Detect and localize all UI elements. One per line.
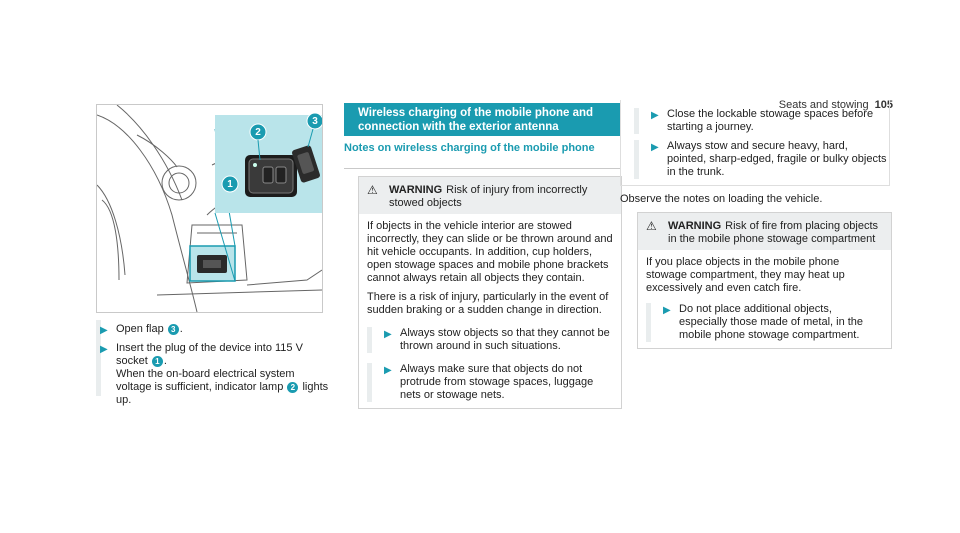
continuation-step (634, 108, 887, 134)
section-title: Seats and stowing (778, 99, 869, 111)
badge-1: 1 (152, 356, 163, 367)
step-text: Always stow and secure heavy, hard, pointed, sharp-edged, fragile or bulky objects in the trunk. (667, 140, 887, 178)
warning-continuation (620, 100, 890, 186)
warning-step (367, 363, 613, 402)
step-arrow-icon: ▶ (384, 329, 392, 340)
step-arrow-icon: ▶ (100, 325, 108, 336)
warning-box-injury (358, 176, 622, 409)
warning-title: Risk of injury from incorrectly stowed objects (389, 184, 588, 209)
figure-charging-socket (96, 104, 323, 313)
warning-label: WARNING (389, 184, 443, 196)
step-arrow-icon: ▶ (651, 110, 659, 121)
step-arrow-icon: ▶ (100, 344, 108, 355)
step-arrow-icon: ▶ (384, 365, 392, 376)
step-text: Do not place additional objects, especially those made of metal, in the mobile phone stowage compartment. (679, 303, 864, 341)
section-heading: Wireless charging of the mobile phone and connection with the exterior antenna (344, 103, 620, 136)
step-text: Always stow objects so that they cannot be thrown around in such situations. (400, 327, 610, 352)
step-text: Open flap 3 . (116, 323, 183, 335)
warning-triangle-icon: ⚠ (646, 219, 657, 233)
badge-2: 2 (287, 382, 298, 393)
step-arrow-icon: ▶ (663, 305, 671, 316)
observe-note: Observe the notes on loading the vehicle. (620, 193, 823, 205)
continuation-step (634, 140, 887, 179)
callout-2-label: 2 (255, 127, 261, 138)
callout-3-label: 3 (312, 116, 318, 127)
step-text: Insert the plug of the device into 115 V socket 1 . When the on-board electrical system voltage is sufficient, indicator lamp 2 lights up. (116, 342, 329, 406)
step-text: Always make sure that objects do not protrude from stowage spaces, luggage nets or stowage nets. (400, 363, 594, 401)
subheading-rule (344, 168, 620, 169)
step-open-flap (100, 323, 325, 337)
warning-step (367, 327, 613, 353)
warning-header (359, 177, 621, 214)
callout-1 (222, 176, 238, 192)
warning-paragraph: If you place objects in the mobile phone stowage compartment, they may heat up excessively and even catch fire. (646, 256, 845, 294)
callout-1-label: 1 (227, 179, 233, 190)
warning-label: WARNING (668, 220, 722, 232)
badge-3: 3 (168, 324, 179, 335)
warning-triangle-icon: ⚠ (367, 183, 378, 197)
warning-paragraph-1: If objects in the vehicle interior are stowed incorrectly, they can slide or be thrown around and hit vehicle occupants. In addition, cup holders, open stowage spaces and mobile phone brackets cannot always retain all objects they contain. (367, 220, 613, 284)
page-number: 105 (874, 99, 893, 111)
dashboard-illustration (97, 105, 322, 312)
step-text: Close the lockable stowage spaces before starting a journey. (667, 108, 874, 133)
step-insert-plug (100, 342, 330, 407)
warning-body (359, 214, 621, 408)
warning-body (638, 250, 891, 348)
step-arrow-icon: ▶ (651, 142, 659, 153)
warning-paragraph-2: There is a risk of injury, particularly in the event of sudden braking or a sudden change in direction. (367, 291, 609, 316)
warning-step (646, 303, 883, 342)
warning-header (638, 213, 891, 250)
warning-title: Risk of fire from placing objects in the mobile phone stowage compartment (668, 220, 879, 245)
subheading: Notes on wireless charging of the mobile phone (344, 142, 595, 154)
warning-box-fire (637, 212, 892, 349)
